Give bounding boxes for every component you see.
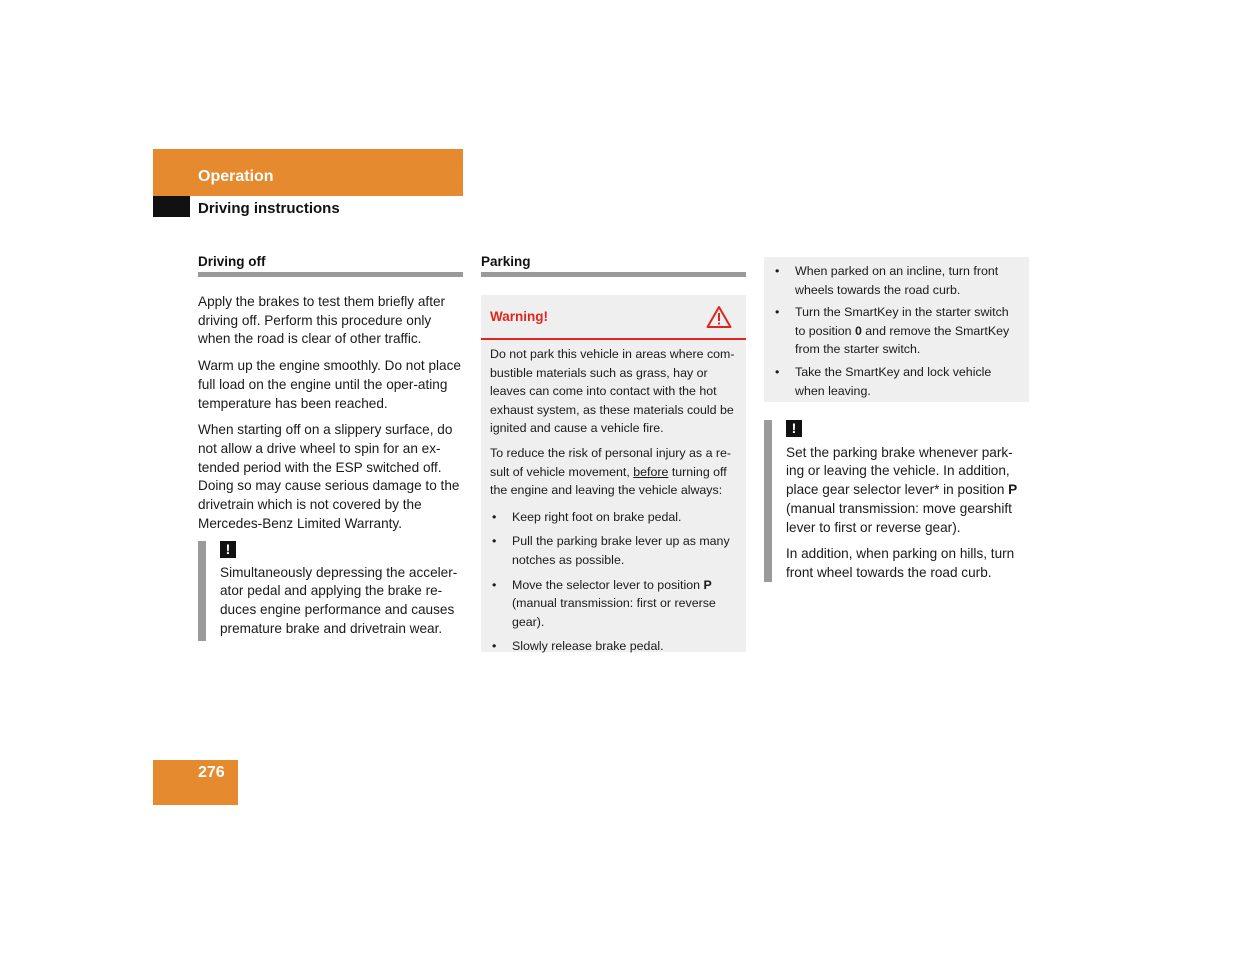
list-item-text: Pull the parking brake lever up as many notches as possible. — [512, 534, 730, 567]
warning-body — [481, 340, 746, 656]
list-item — [773, 262, 1020, 299]
list-item-text: Turn the SmartKey in the starter switch to position — [795, 305, 1009, 338]
column-parking — [481, 254, 746, 277]
list-item — [490, 508, 737, 527]
parking-continued-list — [773, 262, 1020, 400]
list-item-text: Slowly release brake pedal. — [512, 639, 664, 654]
exclamation-icon: ! — [220, 541, 236, 558]
paragraph: Warm up the engine smoothly. Do not place full load on the engine until the oper-ating temperature has been reached. — [198, 358, 461, 411]
subsection-title: Driving instructions — [198, 200, 340, 217]
heading-driving-off: Driving off — [198, 254, 266, 269]
text-run: Set the parking brake whenever park-ing or leaving the vehicle. In addition, place gear selector lever* in position — [786, 444, 1013, 498]
note-box-parking-brake — [764, 420, 1029, 582]
list-item — [490, 637, 737, 656]
heading-rule — [481, 272, 746, 277]
warning-box — [481, 295, 746, 652]
list-item — [773, 363, 1020, 400]
list-item — [490, 532, 737, 569]
note-paragraph — [786, 444, 1029, 538]
heading-rule — [198, 272, 463, 277]
list-item-text: Move the selector lever to position — [512, 577, 704, 592]
warning-header — [481, 295, 746, 340]
position-label: P — [1008, 482, 1018, 498]
text-run: To reduce the risk of personal injury as a re-sult of vehicle movement, — [490, 445, 732, 479]
text-run: turning off the engine and leaving the vehicle always: — [490, 464, 727, 498]
note-text: Simultaneously depressing the acceler-ator pedal and applying the brake re-duces engine performance and causes premature brake and drivetrain wear. — [220, 564, 458, 636]
warning-paragraph: Do not park this vehicle in areas where com-bustible materials such as grass, hay or leaves can come into contact with the hot exhaust system, as these materials could be ignited and cause a vehicle fire. — [490, 347, 735, 436]
heading-parking: Parking — [481, 254, 531, 269]
list-item — [773, 303, 1020, 359]
note-box-accelerator — [198, 541, 463, 641]
page-number: 276 — [198, 764, 225, 781]
paragraph: When starting off on a slippery surface, do not allow a drive wheel to spin for an ex-tended period with the ESP switched off. Doing so may cause serious damage to the drivetrain which is not covered by the Mercedes-Benz Limited Warranty. — [198, 422, 460, 531]
subsection-marker — [153, 196, 190, 217]
warning-paragraph — [490, 444, 737, 500]
list-item-text: Take the SmartKey and lock vehicle when leaving. — [795, 364, 992, 398]
list-item-text: and remove the SmartKey from the starter switch. — [795, 323, 1010, 357]
text-run: (manual transmission: move gearshift lever to first or reverse gear). — [786, 500, 1012, 535]
list-item — [490, 576, 737, 632]
list-item-text: When parked on an incline, turn front wheels towards the road curb. — [795, 264, 999, 297]
warning-title: Warning! — [490, 309, 548, 324]
driving-off-body — [198, 293, 463, 533]
position-label: P — [703, 577, 712, 592]
exclamation-icon: ! — [786, 420, 802, 437]
page-number-box — [153, 760, 238, 805]
list-item-text: Keep right foot on brake pedal. — [512, 509, 682, 524]
paragraph: Apply the brakes to test them briefly after driving off. Perform this procedure only when the road is clear of other traffic. — [198, 294, 446, 347]
underlined-word: before — [633, 464, 669, 479]
column-driving-off — [198, 254, 463, 541]
list-item-text: (manual transmission: first or reverse gear). — [512, 596, 716, 629]
note-paragraph: In addition, when parking on hills, turn front wheel towards the road curb. — [786, 546, 1015, 580]
parking-continued-box — [764, 257, 1029, 402]
parking-steps-list — [490, 508, 737, 656]
warning-triangle-icon — [706, 305, 732, 329]
section-title: Operation — [198, 168, 274, 185]
position-label: 0 — [854, 323, 862, 338]
